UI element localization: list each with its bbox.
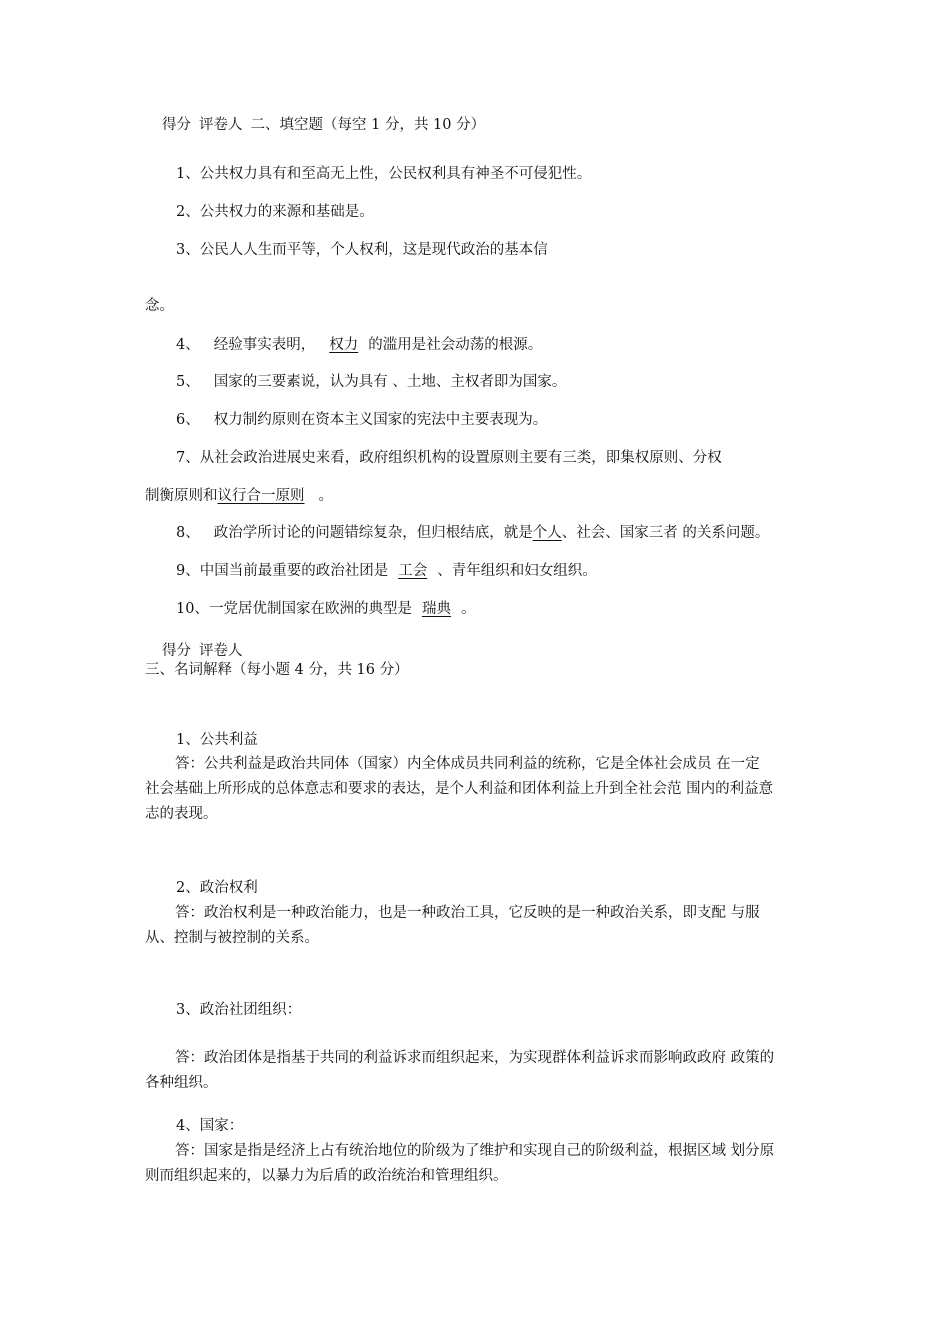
term-3-answer-line: 答：政治团体是指基于共同的利益诉求而组织起来，为实现群体利益诉求而影响政政府 政策的 — [175, 1050, 775, 1066]
question-text: 9、中国当前最重要的政治社团是 — [176, 563, 389, 579]
question-text: 。 — [460, 601, 476, 617]
term-3-answer-line: 各种组织。 — [145, 1075, 218, 1091]
question-text: 政治学所讨论的问题错综复杂，但归根结底，就是 — [213, 525, 533, 541]
question-number: 8、 — [176, 525, 200, 541]
question-6 — [176, 410, 547, 430]
question-9 — [176, 561, 597, 581]
term-2-title: 2、政治权利 — [176, 880, 258, 896]
question-number: 4、 — [176, 337, 200, 353]
question-number: 6、 — [176, 412, 200, 428]
question-text: 权力制约原则在资本主义国家的宪法中主要表现为。 — [213, 412, 548, 428]
question-3-continued: 念。 — [145, 298, 174, 314]
question-1: 1、公共权力具有和至高无上性，公民权利具有神圣不可侵犯性。 — [176, 166, 592, 182]
question-4 — [176, 335, 542, 355]
question-2: 2、公共权力的来源和基础是。 — [176, 204, 374, 220]
question-text: 经验事实表明， — [213, 337, 316, 353]
answer-blank: 权力 — [329, 337, 359, 353]
answer-blank: 工会 — [398, 563, 428, 579]
term-1-answer-line: 答：公共利益是政治共同体（国家）内全体成员共同利益的统称，它是全体社会成员 在一定 — [175, 756, 760, 772]
question-number: 5、 — [176, 374, 200, 390]
question-text: 10、一党居优制国家在欧洲的典型是 — [176, 601, 412, 617]
term-2-answer-line: 从、控制与被控制的关系。 — [145, 930, 319, 946]
question-text: 制衡原则和 — [145, 488, 218, 504]
section3-title: 三、名词解释（每小题 4 分，共 16 分） — [145, 662, 409, 678]
section-title: 二、填空题（每空 1 分，共 10 分） — [250, 117, 486, 133]
term-1-answer-line: 志的表现。 — [145, 806, 218, 822]
score-label: 得分 — [162, 643, 191, 659]
answer-blank: 议行合一原则 — [217, 488, 305, 504]
grader-label: 评卷人 — [199, 117, 243, 133]
question-text: 、青年组织和妇女组织。 — [437, 563, 597, 579]
term-4-title: 4、国家： — [176, 1118, 244, 1134]
question-3: 3、公民人人生而平等，个人权利，这是现代政治的基本信 — [176, 242, 548, 258]
question-7: 7、从社会政治进展史来看，政府组织机构的设置原则主要有三类，即集权原则、分权 — [176, 450, 722, 466]
question-8 — [176, 523, 769, 543]
term-1-title: 1、公共利益 — [176, 732, 258, 748]
term-3-title: 3、政治社团组织： — [176, 1002, 302, 1018]
term-4-answer-line: 答：国家是指是经济上占有统治地位的阶级为了维护和实现自己的阶级利益，根据区域 划分原 — [175, 1143, 775, 1159]
question-7-continued — [145, 486, 333, 506]
section2-header — [162, 115, 485, 135]
term-1-answer-line: 社会基础上所形成的总体意志和要求的表达，是个人利益和团体利益上升到全社会范 围内的利益意 — [145, 781, 774, 797]
grader-label: 评卷人 — [199, 643, 243, 659]
question-text: 国家的三要素说，认为具有 、土地、主权者即为国家。 — [213, 374, 567, 390]
answer-blank: 个人 — [532, 525, 562, 541]
question-text: 、社会、国家三者 的关系问题。 — [561, 525, 770, 541]
question-text: 。 — [318, 488, 333, 504]
score-label: 得分 — [162, 117, 191, 133]
answer-blank: 瑞典 — [421, 601, 451, 617]
question-10 — [176, 599, 475, 619]
term-4-answer-line: 则而组织起来的，以暴力为后盾的政治统治和管理组织。 — [145, 1168, 508, 1184]
term-2-answer-line: 答：政治权利是一种政治能力，也是一种政治工具，它反映的是一种政治关系，即支配 与服 — [175, 905, 760, 921]
question-5 — [176, 372, 566, 392]
section3-score-row — [162, 641, 243, 661]
question-text: 的滥用是社会动荡的根源。 — [368, 337, 543, 353]
